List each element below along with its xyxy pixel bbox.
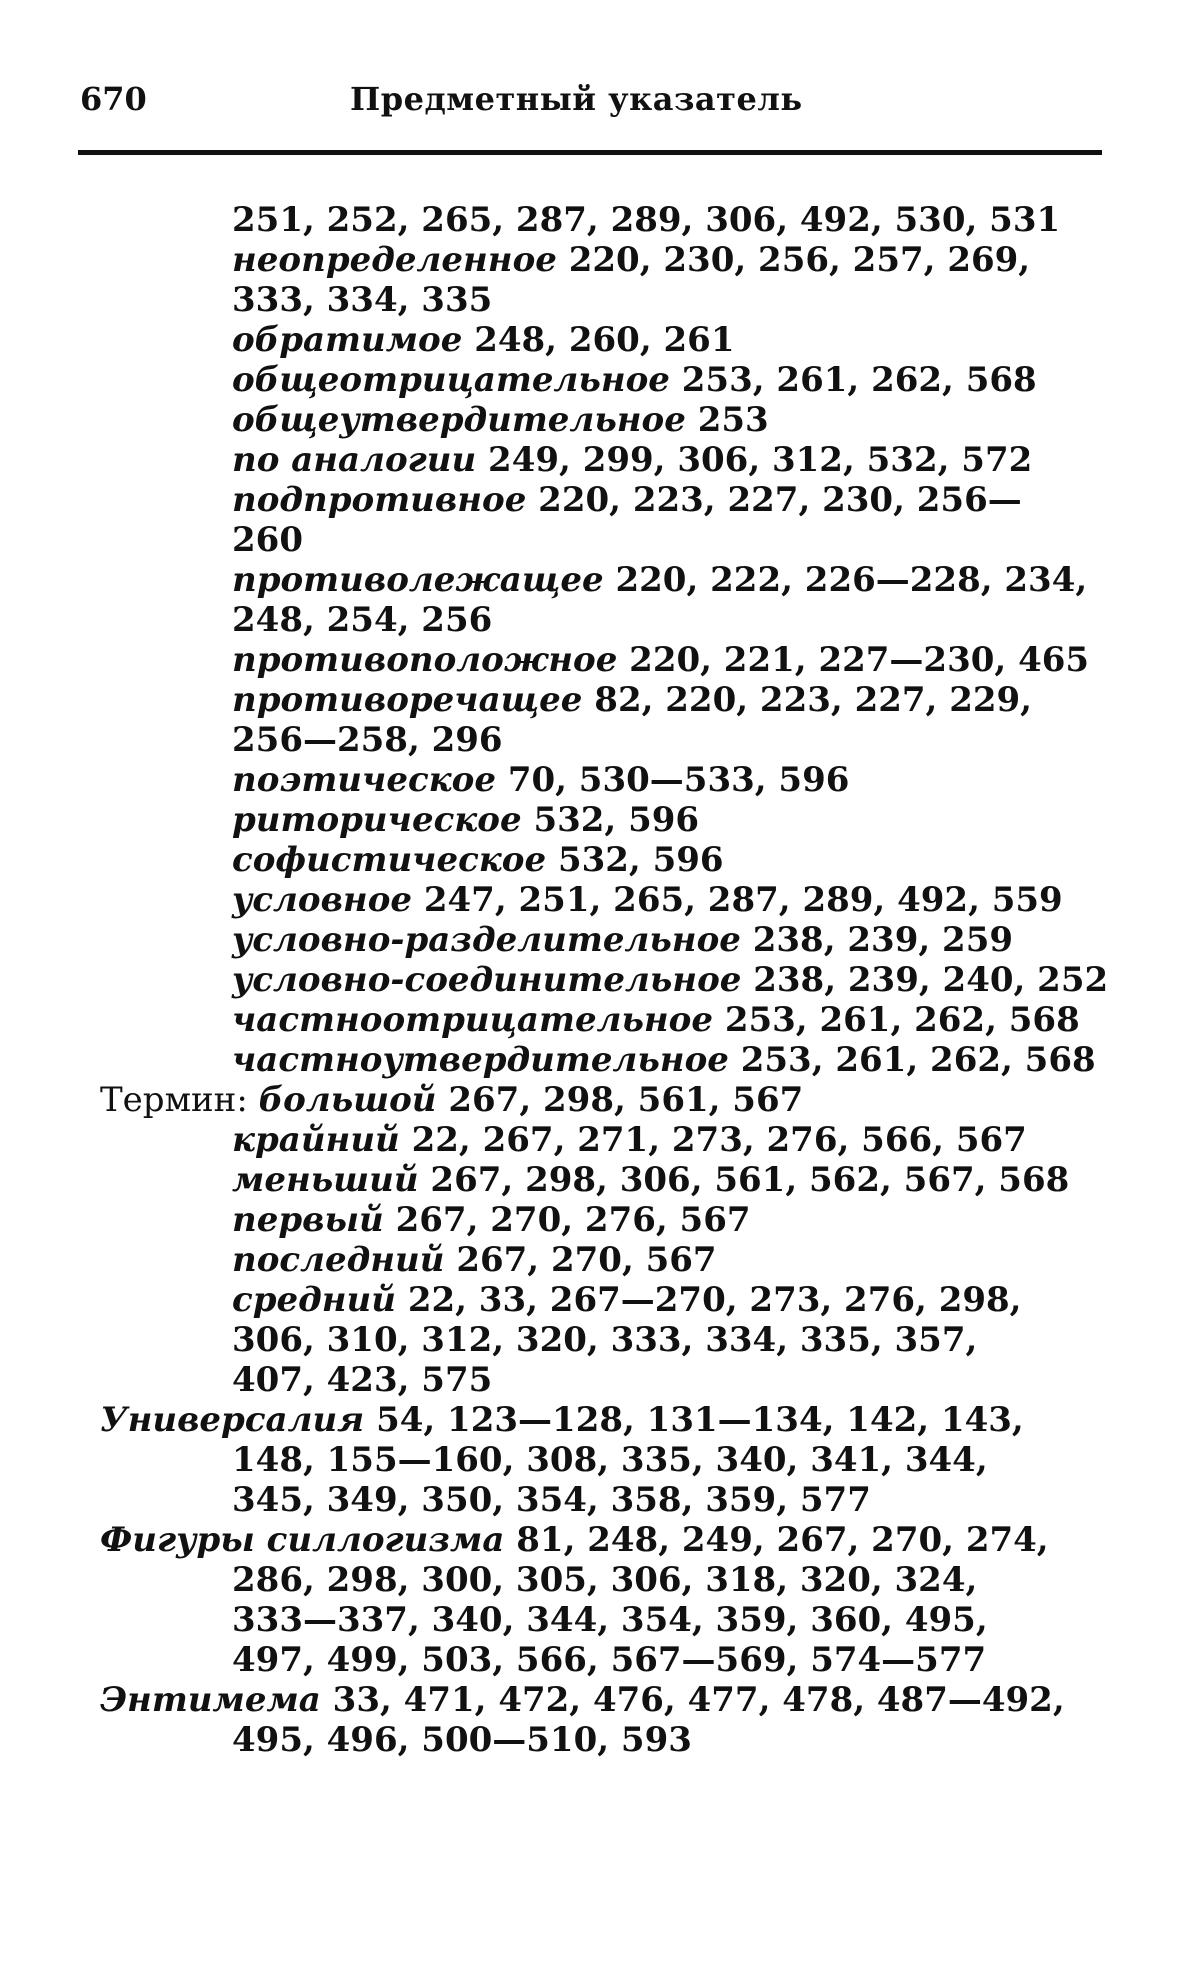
- entry-term: условно-разделительное: [232, 920, 741, 960]
- entry-term: Фигуры силлогизма: [100, 1520, 505, 1560]
- entry-page-refs: 248, 260, 261: [462, 320, 735, 360]
- index-entry-sub: [232, 760, 849, 800]
- entry-page-refs: 495, 496, 500—510, 593: [232, 1720, 692, 1760]
- index-entry-main: [100, 1080, 803, 1120]
- index-entry-sub: [232, 560, 1087, 600]
- entry-page-refs: 253, 261, 262, 568: [712, 1000, 1080, 1040]
- entry-term: противоположное: [232, 640, 618, 680]
- entry-term: противолежащее: [232, 560, 604, 600]
- entry-term: первый: [232, 1200, 384, 1240]
- entry-term: Универсалия: [100, 1400, 365, 1440]
- entry-term: Энтимема: [100, 1680, 321, 1720]
- index-entry-sub: [232, 1280, 1022, 1320]
- entry-term: условное: [232, 880, 413, 920]
- index-entry-sub: [232, 800, 699, 840]
- entry-page-refs: 70, 530—533, 596: [495, 760, 850, 800]
- entry-page-refs: 22, 33, 267—270, 273, 276, 298,: [395, 1280, 1022, 1320]
- entry-page-refs: 267, 298, 306, 561, 562, 567, 568: [418, 1160, 1070, 1200]
- index-entry-sub: [232, 1240, 717, 1280]
- entry-term: подпротивное: [232, 480, 527, 520]
- index-entry-sub: [232, 320, 734, 360]
- index-entry-sub: [232, 720, 503, 760]
- entry-page-refs: 532, 596: [521, 800, 700, 840]
- index-entry-sub: [232, 360, 1037, 400]
- index-entry-sub: [232, 200, 1060, 240]
- running-title: Предметный указатель: [350, 80, 803, 118]
- entry-page-refs: 532, 596: [546, 840, 724, 880]
- entry-page-refs: 247, 251, 265, 287, 289, 492, 559: [412, 880, 1063, 920]
- index-entry-sub: [232, 680, 1032, 720]
- entry-term: поэтическое: [232, 760, 496, 800]
- index-entry-sub: [232, 1160, 1069, 1200]
- index-entry-sub: [232, 1480, 871, 1520]
- index-entry-sub: [232, 1120, 1027, 1160]
- entry-term: средний: [232, 1280, 396, 1320]
- entry-page-refs: 81, 248, 249, 267, 270, 274,: [504, 1520, 1049, 1560]
- entry-term: крайний: [232, 1120, 400, 1160]
- entry-page-refs: 286, 298, 300, 305, 306, 318, 320, 324,: [232, 1560, 978, 1600]
- entry-page-refs: 253: [685, 400, 769, 440]
- page-number: 670: [80, 80, 147, 118]
- index-entry-sub: [232, 280, 492, 320]
- index-entry-sub: [232, 1600, 988, 1640]
- entry-term: меньший: [232, 1160, 419, 1200]
- index-entry-sub: [232, 1440, 988, 1480]
- entry-term: софистическое: [232, 840, 547, 880]
- entry-page-refs: 251, 252, 265, 287, 289, 306, 492, 530, 531: [232, 200, 1061, 240]
- entry-term: противоречащее: [232, 680, 583, 720]
- entry-page-refs: 22, 267, 271, 273, 276, 566, 567: [399, 1120, 1027, 1160]
- entry-page-refs: 33, 471, 472, 476, 477, 478, 487—492,: [320, 1680, 1065, 1720]
- entry-page-refs: 333, 334, 335: [232, 280, 493, 320]
- entry-page-refs: 82, 220, 223, 227, 229,: [582, 680, 1033, 720]
- entry-page-refs: 345, 349, 350, 354, 358, 359, 577: [232, 1480, 871, 1520]
- index-entry-sub: [232, 440, 1032, 480]
- entry-page-refs: 220, 222, 226—228, 234,: [603, 560, 1088, 600]
- entry-term: условно-соединительное: [232, 960, 742, 1000]
- entry-term: частноутвердительное: [232, 1040, 729, 1080]
- entry-page-refs: 220, 230, 256, 257, 269,: [556, 240, 1031, 280]
- entry-page-refs: 333—337, 340, 344, 354, 359, 360, 495,: [232, 1600, 988, 1640]
- entry-page-refs: 306, 310, 312, 320, 333, 334, 335, 357,: [232, 1320, 978, 1360]
- index-entry-sub: [232, 1000, 1080, 1040]
- entry-term: по аналогии: [232, 440, 477, 480]
- entry-page-refs: 249, 299, 306, 312, 532, 572: [476, 440, 1033, 480]
- entry-term: общеотрицательное: [232, 360, 670, 400]
- index-entry-sub: [232, 1040, 1096, 1080]
- entry-page-refs: 497, 499, 503, 566, 567—569, 574—577: [232, 1640, 987, 1680]
- entry-page-refs: 407, 423, 575: [232, 1360, 493, 1400]
- entry-page-refs: 220, 223, 227, 230, 256—: [526, 480, 1022, 520]
- index-entry-sub: [232, 960, 1108, 1000]
- page-header: [80, 72, 1120, 122]
- entry-lead: Термин:: [100, 1080, 259, 1120]
- entry-page-refs: 267, 270, 276, 567: [383, 1200, 751, 1240]
- index-entry-sub: [232, 400, 769, 440]
- index-entry-sub: [232, 1360, 492, 1400]
- index-entry-sub: [232, 640, 1089, 680]
- entry-page-refs: 253, 261, 262, 568: [669, 360, 1037, 400]
- entry-term: большой: [258, 1080, 437, 1120]
- entry-page-refs: 238, 239, 240, 252: [741, 960, 1109, 1000]
- index-entry-sub: [232, 1560, 977, 1600]
- entry-page-refs: 54, 123—128, 131—134, 142, 143,: [364, 1400, 1024, 1440]
- index-entry-main: [100, 1520, 1049, 1560]
- entry-term: последний: [232, 1240, 445, 1280]
- index-entry-sub: [232, 840, 724, 880]
- index-entry-sub: [232, 1720, 692, 1760]
- entry-term: частноотрицательное: [232, 1000, 713, 1040]
- index-entry-sub: [232, 920, 1013, 960]
- index-entry-main: [100, 1680, 1065, 1720]
- index-entry-sub: [232, 1320, 977, 1360]
- index-entry-sub: [232, 1200, 751, 1240]
- index-entry-sub: [232, 880, 1063, 920]
- index-entry-sub: [232, 600, 492, 640]
- entry-page-refs: 253, 261, 262, 568: [728, 1040, 1096, 1080]
- entry-page-refs: 267, 298, 561, 567: [436, 1080, 804, 1120]
- index-entry-sub: [232, 1640, 986, 1680]
- entry-page-refs: 248, 254, 256: [232, 600, 493, 640]
- index-entry-sub: [232, 240, 1030, 280]
- entry-term: общеутвердительное: [232, 400, 686, 440]
- entry-page-refs: 256—258, 296: [232, 720, 503, 760]
- index-entry-main: [100, 1400, 1024, 1440]
- entry-page-refs: 220, 221, 227—230, 465: [617, 640, 1090, 680]
- index-entry-sub: [232, 480, 1022, 520]
- index-entry-sub: [232, 520, 303, 560]
- entry-page-refs: 260: [232, 520, 303, 560]
- entry-term: неопределенное: [232, 240, 557, 280]
- entry-page-refs: 148, 155—160, 308, 335, 340, 341, 344,: [232, 1440, 988, 1480]
- entry-term: обратимое: [232, 320, 463, 360]
- entry-page-refs: 267, 270, 567: [444, 1240, 717, 1280]
- header-rule: [78, 150, 1102, 155]
- entry-page-refs: 238, 239, 259: [740, 920, 1014, 960]
- entry-term: риторическое: [232, 800, 522, 840]
